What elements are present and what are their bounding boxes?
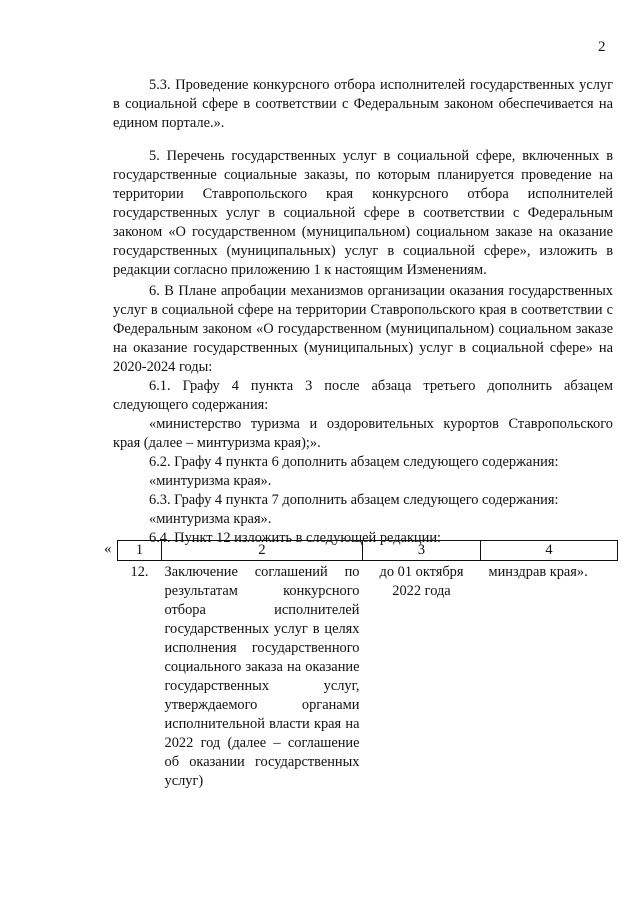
paragraph-6-2-quote: «минтуризма края». [149, 473, 272, 489]
table-header-cell: 2 [162, 541, 363, 561]
paragraph-6-1-quote: «министерство туризма и оздоровительных курортов Ставропольского края (далее – минтуризма края);». [113, 416, 613, 451]
section-5 [113, 147, 613, 280]
amendment-table [117, 540, 618, 793]
table-header-cell: 1 [118, 541, 162, 561]
row-number: 12. [130, 564, 149, 580]
paragraph-5-3: 5.3. Проведение конкурсного отбора исполнителей государственных услуг в социальной сфере в соответствии с Федеральным законом обеспечивается на едином портале.». [113, 77, 613, 131]
paragraph-6-1: 6.1. Графу 4 пункта 3 после абзаца третьего дополнить абзацем следующего содержания: [113, 378, 613, 413]
table-header-cell: 4 [481, 541, 618, 561]
section-6 [113, 282, 613, 548]
section-5-3 [113, 76, 613, 133]
paragraph-6: 6. В Плане апробации механизмов организации оказания государственных услуг в социальной сфере на территории Ставропольского края в соответствии с Федеральным законом «О государственном (муниципальном) социальном заказе на оказание государственных (муниципальных) услуг в социальной сфере» на 2020-2024 годы: [113, 283, 613, 375]
table-open-quote: « [104, 541, 112, 557]
paragraph-6-2: 6.2. Графу 4 пункта 6 дополнить абзацем следующего содержания: [149, 454, 559, 470]
table-header-cell: 3 [363, 541, 481, 561]
paragraph-6-3: 6.3. Графу 4 пункта 7 дополнить абзацем следующего содержания: [149, 492, 559, 508]
paragraph-5: 5. Перечень государственных услуг в социальной сфере, включенных в государственные социальные заказы, по которым планируется проведение на территории Ставропольского края конкурсного отбора исполнителей государственных услуг в социальной сфере в соответствии с Федеральным законом «О государственном (муниципальном) социальном заказе на оказание государственных (муниципальных) услуг в социальной сфере», изложить в редакции согласно приложению 1 к настоящим Изменениям. [113, 148, 613, 278]
row-deadline: до 01 октября 2022 года [379, 564, 464, 599]
paragraph-6-4: 6.4. Пункт 12 изложить в следующей редакции: [149, 530, 442, 546]
table-row [118, 561, 618, 794]
paragraph-6-3-quote: «минтуризма края». [149, 511, 272, 527]
row-responsible: минздрав края». [488, 564, 588, 580]
row-description: Заключение соглашений по результатам конкурсного отбора исполнителей государственных услуг в целях исполнения государственного социального заказа на оказание государственных услуг, утверждаемого органами исполнительной власти края на 2022 год (далее – соглашение об оказании государственных услуг) [164, 564, 360, 789]
page-number: 2 [598, 39, 606, 55]
table-header-row [118, 541, 618, 561]
